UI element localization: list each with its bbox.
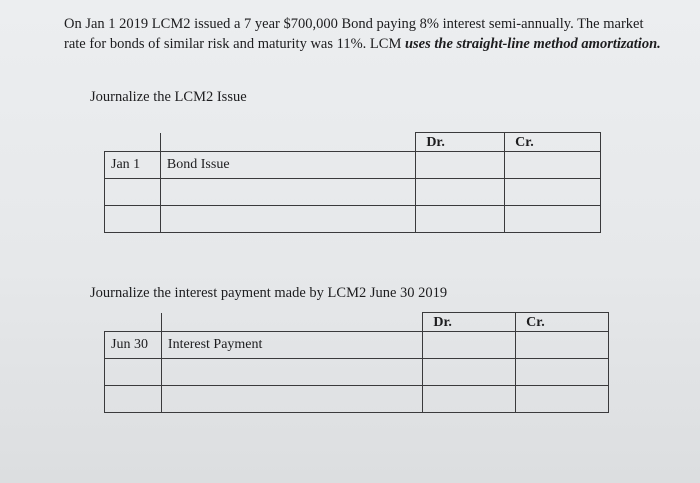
- table-row: [105, 359, 609, 386]
- problem-text: On Jan 1 2019 LCM2 issued a 7 year $700,000 Bond paying 8% interest semi-annually. The market rate for bonds of similar risk and maturity was 11%. LCM: [64, 16, 644, 52]
- credit-header: Cr.: [505, 133, 601, 152]
- table-row: [105, 332, 609, 359]
- credit-cell[interactable]: [516, 359, 609, 386]
- table-row: [105, 386, 609, 413]
- date-cell[interactable]: [105, 206, 161, 233]
- debit-cell[interactable]: [423, 332, 516, 359]
- table-header-row: [105, 133, 601, 152]
- table-row: [105, 152, 601, 179]
- account-cell[interactable]: [160, 206, 415, 233]
- date-cell[interactable]: [105, 179, 161, 206]
- instruction-bond-issue: Journalize the LCM2 Issue: [90, 89, 247, 105]
- problem-emphasis: uses the straight-line method amortization.: [404, 36, 661, 52]
- date-cell: Jun 30: [105, 332, 162, 359]
- credit-cell[interactable]: [505, 179, 601, 206]
- credit-cell[interactable]: [505, 206, 601, 233]
- account-cell: Bond Issue: [160, 152, 415, 179]
- debit-header: Dr.: [423, 313, 516, 332]
- instruction-interest-payment: Journalize the interest payment made by LCM2 June 30 2019: [90, 285, 448, 301]
- credit-cell[interactable]: [505, 152, 601, 179]
- date-cell: Jan 1: [105, 152, 161, 179]
- date-cell[interactable]: [105, 359, 162, 386]
- account-cell[interactable]: [161, 359, 422, 386]
- date-cell[interactable]: [105, 386, 162, 413]
- debit-cell[interactable]: [416, 152, 505, 179]
- credit-cell[interactable]: [516, 386, 609, 413]
- credit-cell[interactable]: [516, 332, 609, 359]
- account-cell[interactable]: [160, 179, 415, 206]
- debit-cell[interactable]: [416, 179, 505, 206]
- account-cell: Interest Payment: [161, 332, 422, 359]
- debit-header: Dr.: [416, 133, 505, 152]
- journal-table-bond-issue: [104, 132, 601, 233]
- credit-header: Cr.: [516, 313, 609, 332]
- journal-table-interest-payment: [104, 312, 609, 413]
- account-cell[interactable]: [161, 386, 422, 413]
- problem-statement: [64, 14, 664, 54]
- table-row: [105, 206, 601, 233]
- debit-cell[interactable]: [416, 206, 505, 233]
- debit-cell[interactable]: [423, 359, 516, 386]
- table-header-row: [105, 313, 609, 332]
- debit-cell[interactable]: [423, 386, 516, 413]
- table-row: [105, 179, 601, 206]
